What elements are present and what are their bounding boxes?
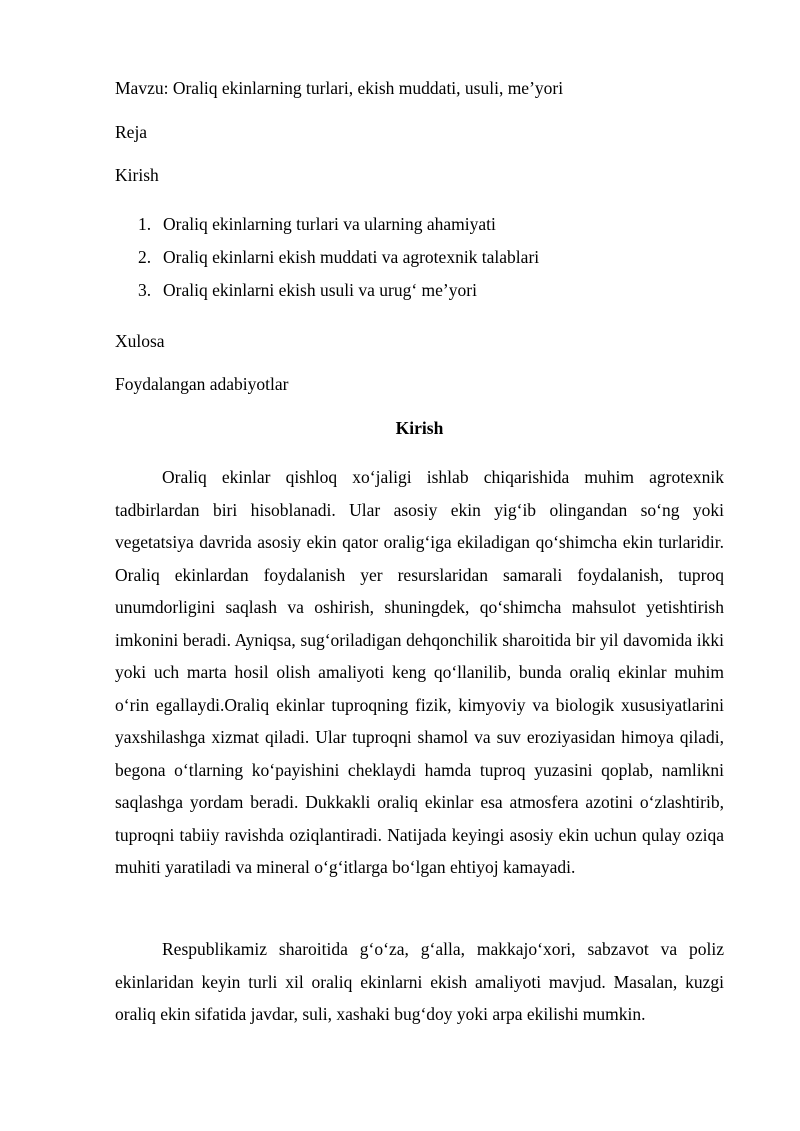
section-heading: Kirish: [395, 418, 444, 438]
plan-item-text: Oraliq ekinlarni ekish muddati va agrotexnik talablari: [163, 247, 540, 267]
plan-label: Reja: [115, 122, 148, 142]
body-paragraph-1: Oraliq ekinlar qishloq xo‘jaligi ishlab chiqarishida muhim agrotexnik tadbirlardan biri hisoblanadi. Ular asosiy ekin yig‘ib olingandan so‘ng yoki vegetatsiya davrida asosiy ekin qator oralig‘iga ekiladigan qo‘shimcha ekin turlaridir. Oraliq ekinlardan foydalanish yer resurslaridan samarali foydalanish, tuproq unumdorligini saqlash va oshirish, shuningdek, qo‘shimcha mahsulot yetishtirish imkonini beradi. Ayniqsa, sug‘oriladigan dehqonchilik sharoitida bir yil davomida ikki yoki uch marta hosil olish amaliyoti keng qo‘llanilib, bunda oraliq ekinlar muhim o‘rin egallaydi.Oraliq ekinlar tuproqning fizik, kimyoviy va biologik xususiyatlarini yaxshilashga xizmat qiladi. Ular tuproqni shamol va suv eroziyasidan himoya qiladi, begona o‘tlarning ko‘payishini cheklaydi hamda tuproq yuzasini qoplab, namlikni saqlashga yordam beradi. Dukkakli oraliq ekinlar esa atmosfera azotini o‘zlashtirib, tuproqni tabiiy ravishda oziqlantiradi. Natijada keyingi asosiy ekin uchun qulay oziqa muhiti yaratiladi va mineral o‘g‘itlarga bo‘lgan ehtiyoj kamayadi.: [115, 467, 724, 877]
plan-item-number: 1.: [138, 214, 152, 234]
conclusion-label: Xulosa: [115, 331, 165, 351]
plan-item-text: Oraliq ekinlarning turlari va ularning ahamiyati: [163, 214, 496, 234]
body-paragraph-2: Respublikamiz sharoitida g‘o‘za, g‘alla, makkajo‘xori, sabzavot va poliz ekinlaridan keyin turli xil oraliq ekinlarni ekish amaliyoti mavjud. Masalan, kuzgi oraliq ekin sifatida javdar, suli, xashaki bug‘doy yoki arpa ekilishi mumkin.: [115, 939, 724, 1024]
plan-item-number: 2.: [138, 247, 152, 267]
topic-line: Mavzu: Oraliq ekinlarning turlari, ekish muddati, usuli, me’yori: [115, 78, 564, 98]
intro-label: Kirish: [115, 165, 159, 185]
plan-item-text: Oraliq ekinlarni ekish usuli va urug‘ me’yori: [163, 280, 477, 300]
plan-list: [138, 214, 539, 313]
plan-item: [138, 280, 539, 313]
references-label: Foydalangan adabiyotlar: [115, 374, 289, 394]
plan-item: [138, 214, 539, 247]
plan-item: [138, 247, 539, 280]
plan-item-number: 3.: [138, 280, 152, 300]
